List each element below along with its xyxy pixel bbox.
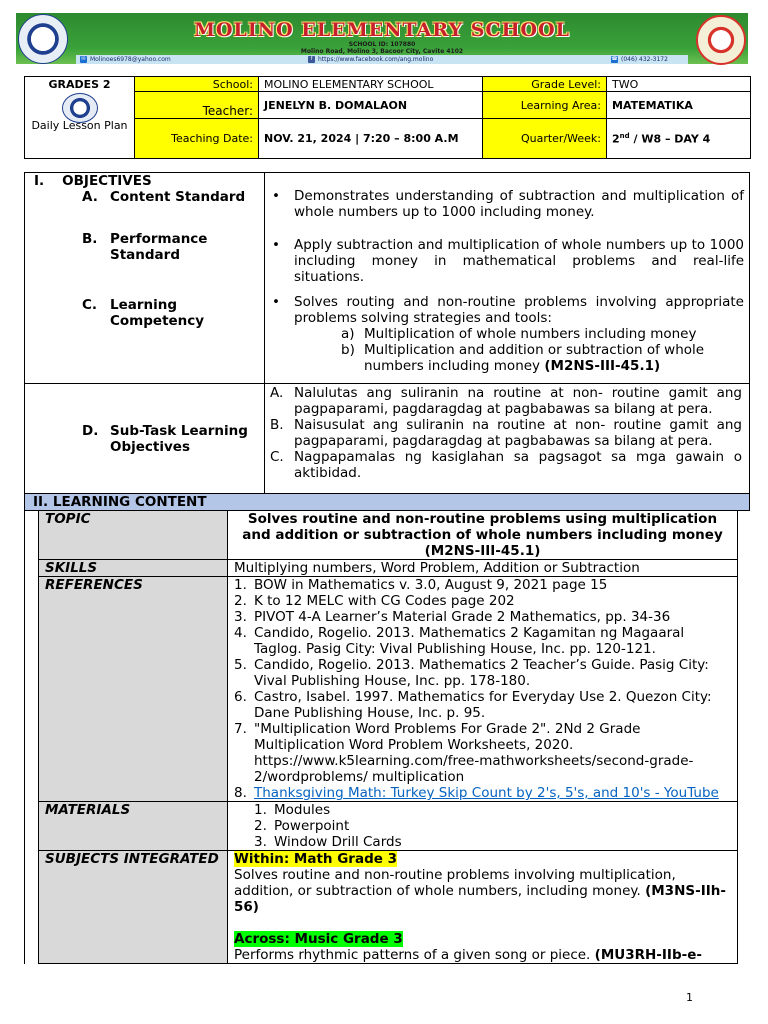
material-item: 1. Modules [254, 802, 331, 818]
materials-label: MATERIALS [39, 802, 228, 851]
objectives-title: OBJECTIVES [62, 173, 152, 189]
topic-value: Solves routine and non-routine problems using multiplication and addition or subtraction of whole numbers including money (M2NS-III-45.1) [228, 511, 738, 560]
contact-facebook [308, 55, 433, 64]
performance-standard-text: • Apply subtraction and multiplication of whole numbers up to 1000 including money in mathematical problems and real-life situations. [266, 237, 748, 285]
subjects-integrated-value [228, 851, 738, 964]
subtask-content [265, 384, 750, 494]
school-value: MOLINO ELEMENTARY SCHOOL [259, 77, 483, 92]
subjects-integrated-label: SUBJECTS INTEGRATED [39, 851, 228, 964]
banner-title: MOLINO ELEMENTARY SCHOOL [193, 19, 571, 41]
phone-icon: ☎ [611, 56, 618, 62]
reference-item: 5. Candido, Rogelio. 2013. Mathematics 2 Teacher’s Guide. Pasig City: Vival Publishing House, Inc. pp. 178-180. [234, 657, 709, 689]
content-standard-text: • Demonstrates understanding of subtraction and multiplication of whole numbers up to 1000 including money. [266, 188, 748, 220]
topic-label: TOPIC [39, 511, 228, 560]
within-text: Solves routine and non-routine problems involving multiplication, addition, or subtraction of whole numbers, including money. (M3NS-IIh-56) [234, 867, 726, 915]
competency-item-b: b) Multiplication and addition or subtraction of whole numbers including money (M2NS-III-45.1) [341, 342, 705, 374]
learning-area-value: MATEMATIKA [607, 92, 751, 119]
within-code: (M3NS-IIh-56) [234, 883, 726, 915]
grade-level-label: Grade Level: [483, 77, 607, 92]
quarter-week-label: Quarter/Week: [483, 119, 607, 159]
content-standard-label: A. Content Standard [82, 189, 246, 205]
reference-item: 2. K to 12 MELC with CG Codes page 202 [234, 593, 515, 609]
references-list [228, 577, 738, 802]
facebook-icon: f [308, 56, 315, 63]
quarter-rest: / W8 – DAY 4 [629, 132, 711, 146]
phone-text: (046) 432-3172 [621, 56, 668, 63]
facebook-text: https://www.facebook.com/ang.molino [318, 56, 434, 63]
contact-phone [611, 55, 668, 64]
references-items [234, 577, 731, 785]
teaching-date-value: NOV. 21, 2024 | 7:20 – 8:00 A.M [259, 119, 483, 159]
reference-item: 7. "Multiplication Word Problems For Grade 2". 2Nd 2 Grade Multiplication Word Problem Worksheets, 2020. https://www.k5learning.com/free-mathworksheets/second-grade-2/wordproblems/ multiplication [234, 721, 694, 785]
material-item: 3. Window Drill Cards [254, 834, 402, 850]
skills-value: Multiplying numbers, Word Problem, Addition or Subtraction [228, 560, 738, 577]
across-code: (MU3RH-IIb-e- [594, 947, 702, 963]
quarter-num: 2 [612, 132, 620, 146]
teacher-value: JENELYN B. DOMALAON [259, 92, 483, 119]
contact-strip [76, 55, 688, 64]
school-banner [16, 13, 748, 64]
grades-label: GRADES 2 [48, 78, 111, 91]
subtask-label: D. Sub-Task Learning Objectives [82, 422, 248, 455]
email-text: Molinoes6978@yahoo.com [90, 56, 171, 63]
subtask-b: B. Naisusulat ang suliranin na routine at non- routine gamit ang pagpaparami, pagdaragdag at pagbabawas sa bilang at pera. [270, 417, 742, 449]
reference-item: 1. BOW in Mathematics v. 3.0, August 9, 2021 page 15 [234, 577, 608, 593]
across-label: Across: Music Grade 3 [234, 931, 403, 947]
performance-standard-label: B. Performance Standard [82, 231, 208, 263]
skills-label: SKILLS [39, 560, 228, 577]
reference-item: 6. Castro, Isabel. 1997. Mathematics for Everyday Use 2. Quezon City: Dane Publishing House, Inc. p. 95. [234, 689, 712, 721]
learning-content-heading: II. LEARNING CONTENT [25, 494, 750, 511]
competency-code: (M2NS-III-45.1) [544, 358, 661, 374]
reference-item: 3. PIVOT 4-A Learner’s Material Grade 2 Mathematics, pp. 34-36 [234, 609, 671, 625]
grades-cell [25, 77, 135, 159]
mail-icon: ✉ [81, 56, 86, 62]
school-seal-logo [696, 15, 746, 65]
competency-item-a: a) Multiplication of whole numbers including money [341, 326, 697, 342]
teaching-date-label: Teaching Date: [135, 119, 259, 159]
banner-school-id: SCHOOL ID: 107880 [348, 41, 416, 48]
lesson-header-table [24, 76, 751, 159]
teacher-label: Teacher: [135, 92, 259, 119]
learning-content-table [24, 493, 750, 964]
grade-level-value: TWO [607, 77, 751, 92]
contact-email [80, 55, 171, 64]
quarter-sup: nd [619, 131, 630, 140]
subtask-c: C. Nagpapamalas ng kasiglahan sa pagsagot sa mga gawain o aktibidad. [270, 449, 742, 481]
objectives-heading [34, 173, 260, 189]
deped-seal-logo [18, 14, 68, 64]
youtube-reference-link[interactable]: Thanksgiving Math: Turkey Skip Count by 2's, 5's, and 10's - YouTube [254, 785, 719, 801]
within-label: Within: Math Grade 3 [234, 851, 397, 867]
learning-competency-label: C. Learning Competency [82, 297, 205, 329]
learning-area-label: Learning Area: [483, 92, 607, 119]
objectives-table [24, 172, 750, 494]
objectives-num: I. [34, 173, 45, 189]
objectives-content [265, 173, 750, 384]
materials-items [254, 802, 731, 850]
reference-item-8: 8. Thanksgiving Math: Turkey Skip Count by 2's, 5's, and 10's - YouTube [234, 785, 719, 801]
page-number: 1 [686, 991, 693, 1004]
references-label: REFERENCES [39, 577, 228, 802]
material-item: 2. Powerpoint [254, 818, 350, 834]
subtask-label-cell [25, 384, 265, 494]
banner-address: Molino Road, Molino 3, Bacoor City, Cavite 4102 [300, 48, 464, 55]
dll-label: Daily Lesson Plan [31, 119, 128, 132]
reference-item: 4. Candido, Rogelio. 2013. Mathematics 2 Kagamitan ng Magaaral Taglog. Pasig City: Vival Publishing House, Inc. pp. 120-121. [234, 625, 685, 657]
objectives-labels [25, 173, 265, 384]
school-label: School: [135, 77, 259, 92]
learning-competency-text: • Solves routing and non-routine problems involving appropriate problems solving strategies and tools: [266, 294, 748, 326]
materials-list [228, 802, 738, 851]
quarter-week-value [607, 119, 751, 159]
subtask-a: A. Nalulutas ang suliranin na routine at non- routine gamit ang pagpaparami, pagdaragdag at pagbabawas sa bilang at pera. [270, 385, 742, 417]
across-text: Performs rhythmic patterns of a given song or piece. (MU3RH-IIb-e- [234, 947, 702, 963]
